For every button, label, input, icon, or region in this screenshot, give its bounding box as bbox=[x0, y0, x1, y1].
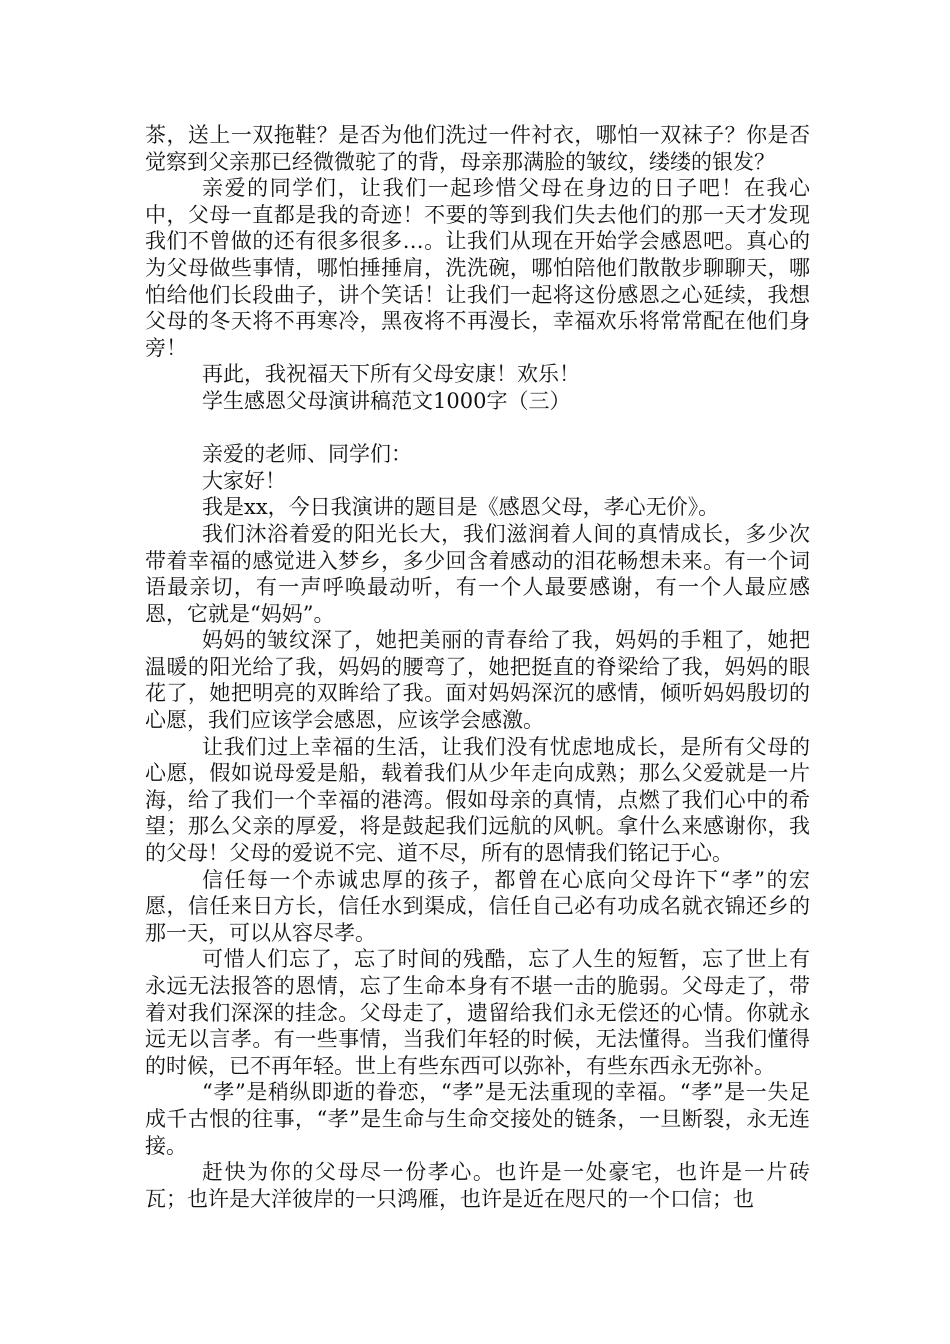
section-heading: 学生感恩父母演讲稿范文1000字（三） bbox=[202, 388, 571, 413]
paragraph: 我是xx，今日我演讲的题目是《感恩父母，孝心无价》。 bbox=[202, 495, 720, 520]
paragraph: 再此，我祝福天下所有父母安康！欢乐！ bbox=[202, 362, 580, 387]
blank-line bbox=[145, 415, 810, 442]
paragraph-continued: 茶，送上一双拖鞋？是否为他们洗过一件衬衣，哪怕一双袜子？你是否觉察到父亲那已经微微驼了的背，母亲那满脸的皱纹，缕缕的银发？ bbox=[145, 123, 810, 174]
greeting: 大家好！ bbox=[202, 468, 286, 493]
paragraph: 亲爱的同学们，让我们一起珍惜父母在身边的日子吧！在我心中，父母一直都是我的奇迹！不要的等到我们失去他们的那一天才发现我们不曾做的还有很多很多…。让我们从现在开始学会感恩吧。真心的为父母做些事情，哪怕捶捶肩，洗洗碗，哪怕陪他们散散步聊聊天，哪怕给他们长段曲子，讲个笑话！让我们一起将这份感恩之心延续，我想父母的冬天将不再寒冷，黑夜将不再漫长，幸福欢乐将常常配在他们身旁！ bbox=[145, 176, 810, 360]
salutation: 亲爱的老师、同学们： bbox=[202, 442, 412, 467]
document-page bbox=[145, 122, 810, 1212]
paragraph: 可惜人们忘了，忘了时间的残酷，忘了人生的短暂，忘了世上有永远无法报答的恩情，忘了生命本身有不堪一击的脆弱。父母走了，带着对我们深深的挂念。父母走了，遗留给我们永无偿还的心情。你就永远无以言孝。有一些事情，当我们年轻的时候，无法懂得。当我们懂得的时候，已不再年轻。世上有些东西可以弥补，有些东西永无弥补。 bbox=[145, 947, 810, 1078]
paragraph: 让我们过上幸福的生活，让我们没有忧虑地成长，是所有父母的心愿，假如说母爱是船，载着我们从少年走向成熟；那么父爱就是一片海，给了我们一个幸福的港湾。假如母亲的真情，点燃了我们心中的希望；那么父亲的厚爱，将是鼓起我们远航的风帆。拿什么来感谢你，我的父母！父母的爱说不完、道不尽，所有的恩情我们铭记于心。 bbox=[145, 734, 810, 866]
paragraph: 信任每一个赤诚忠厚的孩子，都曾在心底向父母许下“孝”的宏愿，信任来日方长，信任水到渠成，信任自己必有功成名就衣锦还乡的那一天，可以从容尽孝。 bbox=[145, 867, 810, 945]
paragraph: 我们沐浴着爱的阳光长大，我们滋润着人间的真情成长，多少次带着幸福的感觉进入梦乡，多少回含着感动的泪花畅想未来。有一个词语最亲切，有一声呼唤最动听，有一个人最要感谢，有一个人最应感恩，它就是“妈妈”。 bbox=[145, 521, 810, 626]
paragraph: “孝”是稍纵即逝的眷恋，“孝”是无法重现的幸福。“孝”是一失足成千古恨的往事，“孝”是生命与生命交接处的链条，一旦断裂，永无连接。 bbox=[145, 1080, 810, 1158]
paragraph: 赶快为你的父母尽一份孝心。也许是一处豪宅，也许是一片砖瓦；也许是大洋彼岸的一只鸿雁，也许是近在咫尺的一个口信；也 bbox=[145, 1160, 810, 1211]
paragraph: 妈妈的皱纹深了，她把美丽的青春给了我，妈妈的手粗了，她把温暖的阳光给了我，妈妈的腰弯了，她把挺直的脊梁给了我，妈妈的眼花了，她把明亮的双眸给了我。面对妈妈深沉的感情，倾听妈妈殷切的心愿，我们应该学会感恩，应该学会感激。 bbox=[145, 628, 810, 733]
